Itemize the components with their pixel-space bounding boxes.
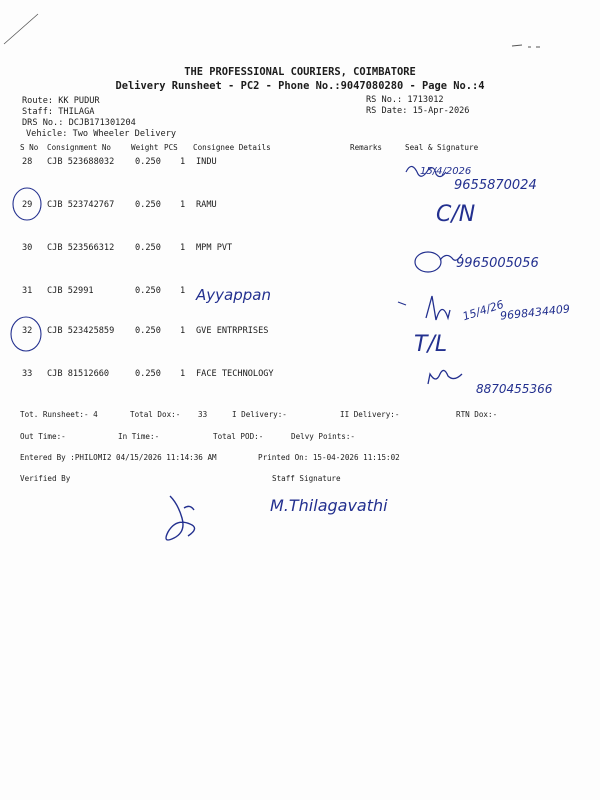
- row32-sno: 32: [22, 326, 33, 336]
- row32-pcs: 1: [180, 326, 186, 336]
- row29-pcs: 1: [180, 200, 186, 210]
- row28-consignee: INDU: [196, 157, 217, 167]
- col-header-consignment: Consignment No: [47, 143, 112, 152]
- total-dox-value: 33: [198, 410, 208, 419]
- row33-consignment: CJB 81512660: [47, 369, 110, 379]
- col-header-remarks: Remarks: [350, 143, 383, 152]
- row32-hand-mark: T/L: [414, 332, 448, 357]
- col-header-weight: Weight: [131, 143, 159, 152]
- total-pod: Total POD:-: [213, 432, 264, 441]
- vehicle-label: Vehicle: Two Wheeler Delivery: [26, 129, 177, 139]
- row28-weight: 0.250: [135, 157, 161, 167]
- col-header-pcs: PCS: [164, 143, 178, 152]
- row30-weight: 0.250: [135, 243, 161, 253]
- rs-number: RS No.: 1713012: [366, 95, 444, 105]
- row31-weight: 0.250: [135, 286, 161, 296]
- company-title: THE PROFESSIONAL COURIERS, COIMBATORE: [184, 66, 416, 78]
- row32-consignment: CJB 523425859: [47, 326, 115, 336]
- staff-signature-hand: M.Thilagavathi: [270, 496, 388, 515]
- row31-hand-name: Ayyappan: [196, 286, 271, 304]
- row31-consignment: CJB 52991: [47, 286, 94, 296]
- row29-hand-mark: C/N: [436, 202, 476, 227]
- row30-pcs: 1: [180, 243, 186, 253]
- row31-pcs: 1: [180, 286, 186, 296]
- i-delivery: I Delivery:-: [232, 410, 287, 419]
- delvy-points: Delvy Points:-: [291, 432, 356, 441]
- row29-sno: 29: [22, 200, 33, 210]
- verified-by-label: Verified By: [20, 474, 71, 483]
- row30-consignee: MPM PVT: [196, 243, 233, 253]
- row33-pcs: 1: [180, 369, 186, 379]
- route-label: Route: KK PUDUR: [22, 96, 100, 106]
- printed-on: Printed On: 15-04-2026 11:15:02: [258, 453, 400, 462]
- row33-sno: 33: [22, 369, 33, 379]
- row33-hand-phone: 8870455366: [476, 382, 553, 396]
- total-dox-label: Total Dox:-: [130, 410, 181, 419]
- rtn-dox: RTN Dox:-: [456, 410, 498, 419]
- ii-delivery: II Delivery:-: [340, 410, 400, 419]
- row30-hand-phone: 9965005056: [456, 256, 539, 271]
- row29-weight: 0.250: [135, 200, 161, 210]
- row28-hand-phone: 9655870024: [454, 178, 537, 193]
- in-time: In Time:-: [118, 432, 160, 441]
- row29-consignment: CJB 523742767: [47, 200, 115, 210]
- row32-consignee: GVE ENTRPRISES: [196, 326, 269, 336]
- out-time: Out Time:-: [20, 432, 66, 441]
- entered-by: Entered By :PHILOMI2 04/15/2026 11:14:36 AM: [20, 453, 217, 462]
- drs-number: DRS No.: DCJB171301204: [22, 118, 136, 128]
- row33-consignee: FACE TECHNOLOGY: [196, 369, 274, 379]
- row33-signature-scribble: [428, 370, 462, 384]
- row30-signature-loop: [415, 252, 441, 272]
- col-header-sno: S No: [20, 143, 39, 152]
- row29-consignee: RAMU: [196, 200, 217, 210]
- runsheet-title: Delivery Runsheet - PC2 - Phone No.:9047080280 - Page No.:4: [115, 80, 485, 92]
- row33-weight: 0.250: [135, 369, 161, 379]
- row32-hand-date: 15/4/26: [461, 297, 506, 324]
- tot-runsheet: Tot. Runsheet:- 4: [20, 410, 98, 419]
- row30-sno: 30: [22, 243, 33, 253]
- row32-weight: 0.250: [135, 326, 161, 336]
- row28-sno: 28: [22, 157, 33, 167]
- row30-consignment: CJB 523566312: [47, 243, 115, 253]
- row28-pcs: 1: [180, 157, 186, 167]
- staff-label: Staff: THILAGA: [22, 107, 95, 117]
- verified-signature-scribble: [166, 496, 195, 540]
- row32-signature-scribble: [426, 296, 450, 320]
- rs-date: RS Date: 15-Apr-2026: [366, 106, 470, 116]
- col-header-seal: Seal & Signature: [405, 143, 479, 152]
- row28-hand-date: 15/4/2026: [420, 166, 472, 177]
- row32-hand-phone: 9698434409: [499, 302, 571, 323]
- staff-signature-label: Staff Signature: [272, 474, 341, 483]
- col-header-consignee: Consignee Details: [193, 143, 271, 152]
- row31-sno: 31: [22, 286, 33, 296]
- row28-consignment: CJB 523688032: [47, 157, 115, 167]
